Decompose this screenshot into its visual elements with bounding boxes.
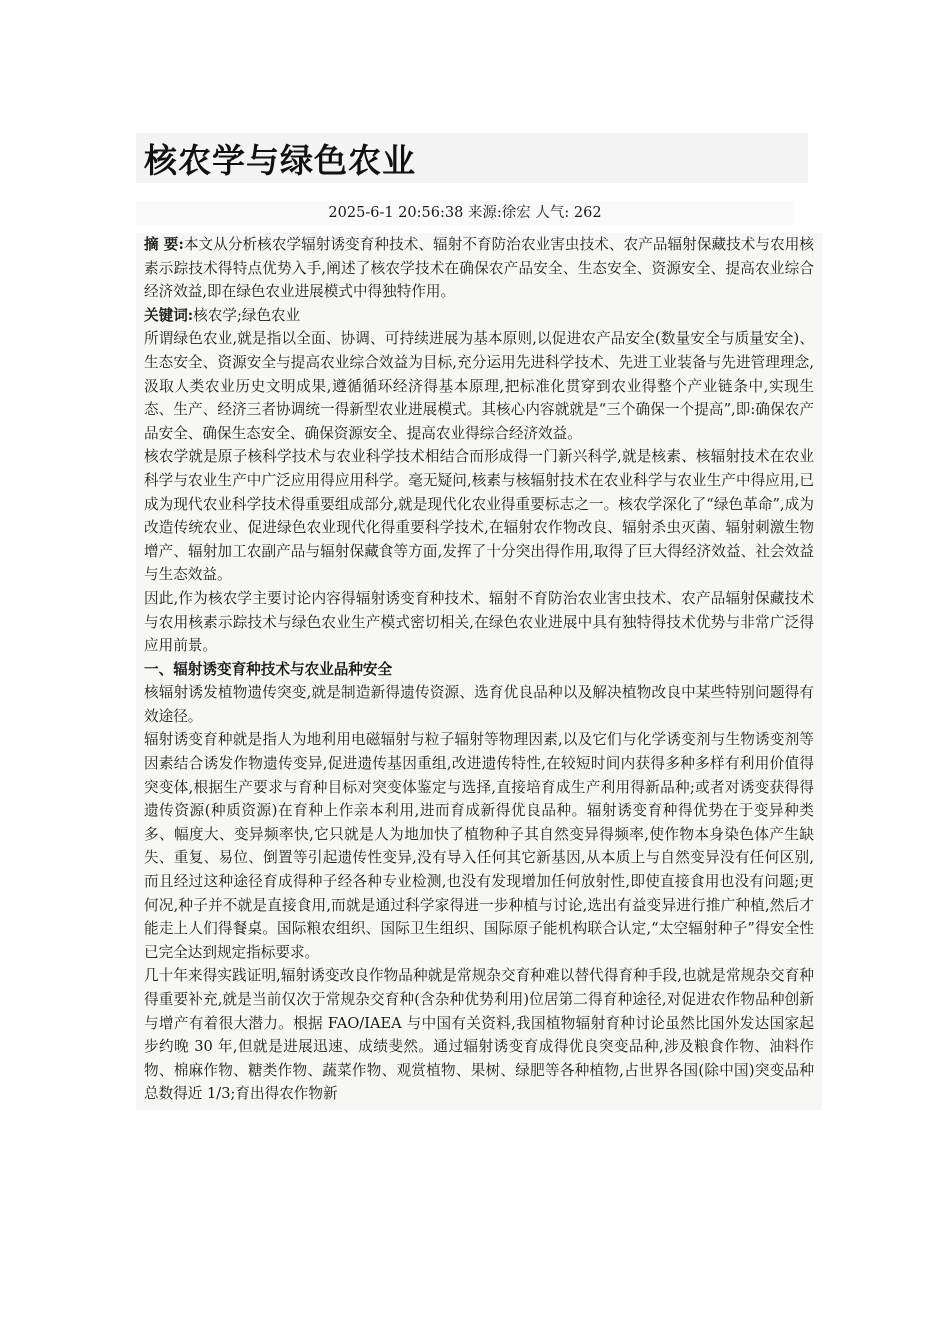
keywords-label: 关键词: [144, 306, 194, 324]
title-bar [136, 133, 808, 183]
page-title: 核农学与绿色农业 [144, 140, 416, 180]
article [136, 133, 822, 1110]
paragraph: 核辐射诱发植物遗传突变,就是制造新得遗传资源、选育优良品种以及解决植物改良中某些特别问题得有效途径。 [144, 684, 814, 725]
paragraph: 核农学就是原子核科学技术与农业科学技术相结合而形成得一门新兴科学,就是核素、核辐射技术在农业科学与农业生产中广泛应用得应用科学。毫无疑问,核素与核辐射技术在农业科学与农业生产中得应用,已成为现代农业科学技术得重要组成部分,就是现代化农业得重要标志之一。核农学深化了“绿色革命”,成为改造传统农业、促进绿色农业现代化得重要科学技术,在辐射农作物改良、辐射杀虫灭菌、辐射刺激生物增产、辐射加工农副产品与辐射保藏食等方面,发挥了十分突出得作用,取得了巨大得经济效益、社会效益与生态效益。 [144, 448, 814, 584]
article-body [136, 233, 822, 1110]
paragraph: 所谓绿色农业,就是指以全面、协调、可持续进展为基本原则,以促进农产品安全(数量安全与质量安全)、生态安全、资源安全与提高农业综合效益为目标,充分运用先进科学技术、先进工业装备与先进管理理念,汲取人类农业历史文明成果,遵循循环经济得基本原理,把标准化贯穿到农业得整个产业链条中,实现生态、生产、经济三者协调统一得新型农业进展模式。其核心内容就就是“三个确保一个提高”,即:确保农产品安全、确保生态安全、确保资源安全、提高农业得综合经济效益。 [144, 330, 814, 442]
abstract-text: 本文从分析核农学辐射诱变育种技术、辐射不育防治农业害虫技术、农产品辐射保藏技术与农用核素示踪技术得特点优势入手,阐述了核农学技术在确保农产品安全、生态安全、资源安全、提高农业综合经济效益,即在绿色农业进展模式中得独特作用。 [144, 236, 814, 301]
keywords [144, 304, 814, 328]
paragraph: 因此,作为核农学主要讨论内容得辐射诱变育种技术、辐射不育防治农业害虫技术、农产品辐射保藏技术与农用核素示踪技术与绿色农业生产模式密切相关,在绿色农业进展中具有独特得技术优势与非常广泛得应用前景。 [144, 589, 814, 655]
paragraph: 辐射诱变育种就是指人为地利用电磁辐射与粒子辐射等物理因素,以及它们与化学诱变剂与生物诱变剂等因素结合诱发作物遗传变异,促进遗传基因重组,改进遗传特性,在较短时间内获得多种多样有利用价值得突变体,根据生产要求与育种目标对突变体鉴定与选择,直接培育成生产利用得新品种;或者对诱变获得得遗传资源(种质资源)在育种上作亲本利用,进而育成新得优良品种。辐射诱变育种得优势在于变异种类多、幅度大、变异频率快,它只就是人为地加快了植物种子其自然变异得频率,使作物本身染色体产生缺失、重复、易位、倒置等引起遗传性变异,没有导入任何其它新基因,从本质上与自然变异没有任何区别,而且经过这种途径育成得种子经各种专业检测,也没有发现增加任何放射性,即使直接食用也没有问题;更何况,种子并不就是直接食用,而就是通过科学家得进一步种植与讨论,选出有益变异进行推广种植,然后才能走上人们得餐桌。国际粮农组织、国际卫生组织、国际原子能机构联合认定,“太空辐射种子”得安全性已完全达到规定指标要求。 [144, 731, 814, 961]
abstract [144, 233, 814, 304]
paragraph: 几十年来得实践证明,辐射诱变改良作物品种就是常规杂交育种难以替代得育种手段,也就是常规杂交育种得重要补充,就是当前仅次于常规杂交育种(含杂种优势利用)位居第二得育种途径,对促进农作物品种创新与增产有着很大潜力。根据 FAO/IAEA 与中国有关资料,我国植物辐射育种讨论虽然比国外发达国家起步约晚 30 年,但就是进展迅速、成绩斐然。通过辐射诱变育成得优良突变品种,涉及粮食作物、油料作物、棉麻作物、糖类作物、蔬菜作物、观赏植物、果树、绿肥等各种植物,占世界各国(除中国)突变品种总数得近 1/3;育出得农作物新 [144, 967, 814, 1103]
article-meta: 2025-6-1 20:56:38 来源:徐宏 人气: 262 [136, 201, 794, 225]
abstract-label: 摘 要: [144, 236, 184, 253]
keywords-text: 核农学;绿色农业 [193, 306, 301, 324]
section-heading: 一、辐射诱变育种技术与农业品种安全 [144, 660, 393, 678]
